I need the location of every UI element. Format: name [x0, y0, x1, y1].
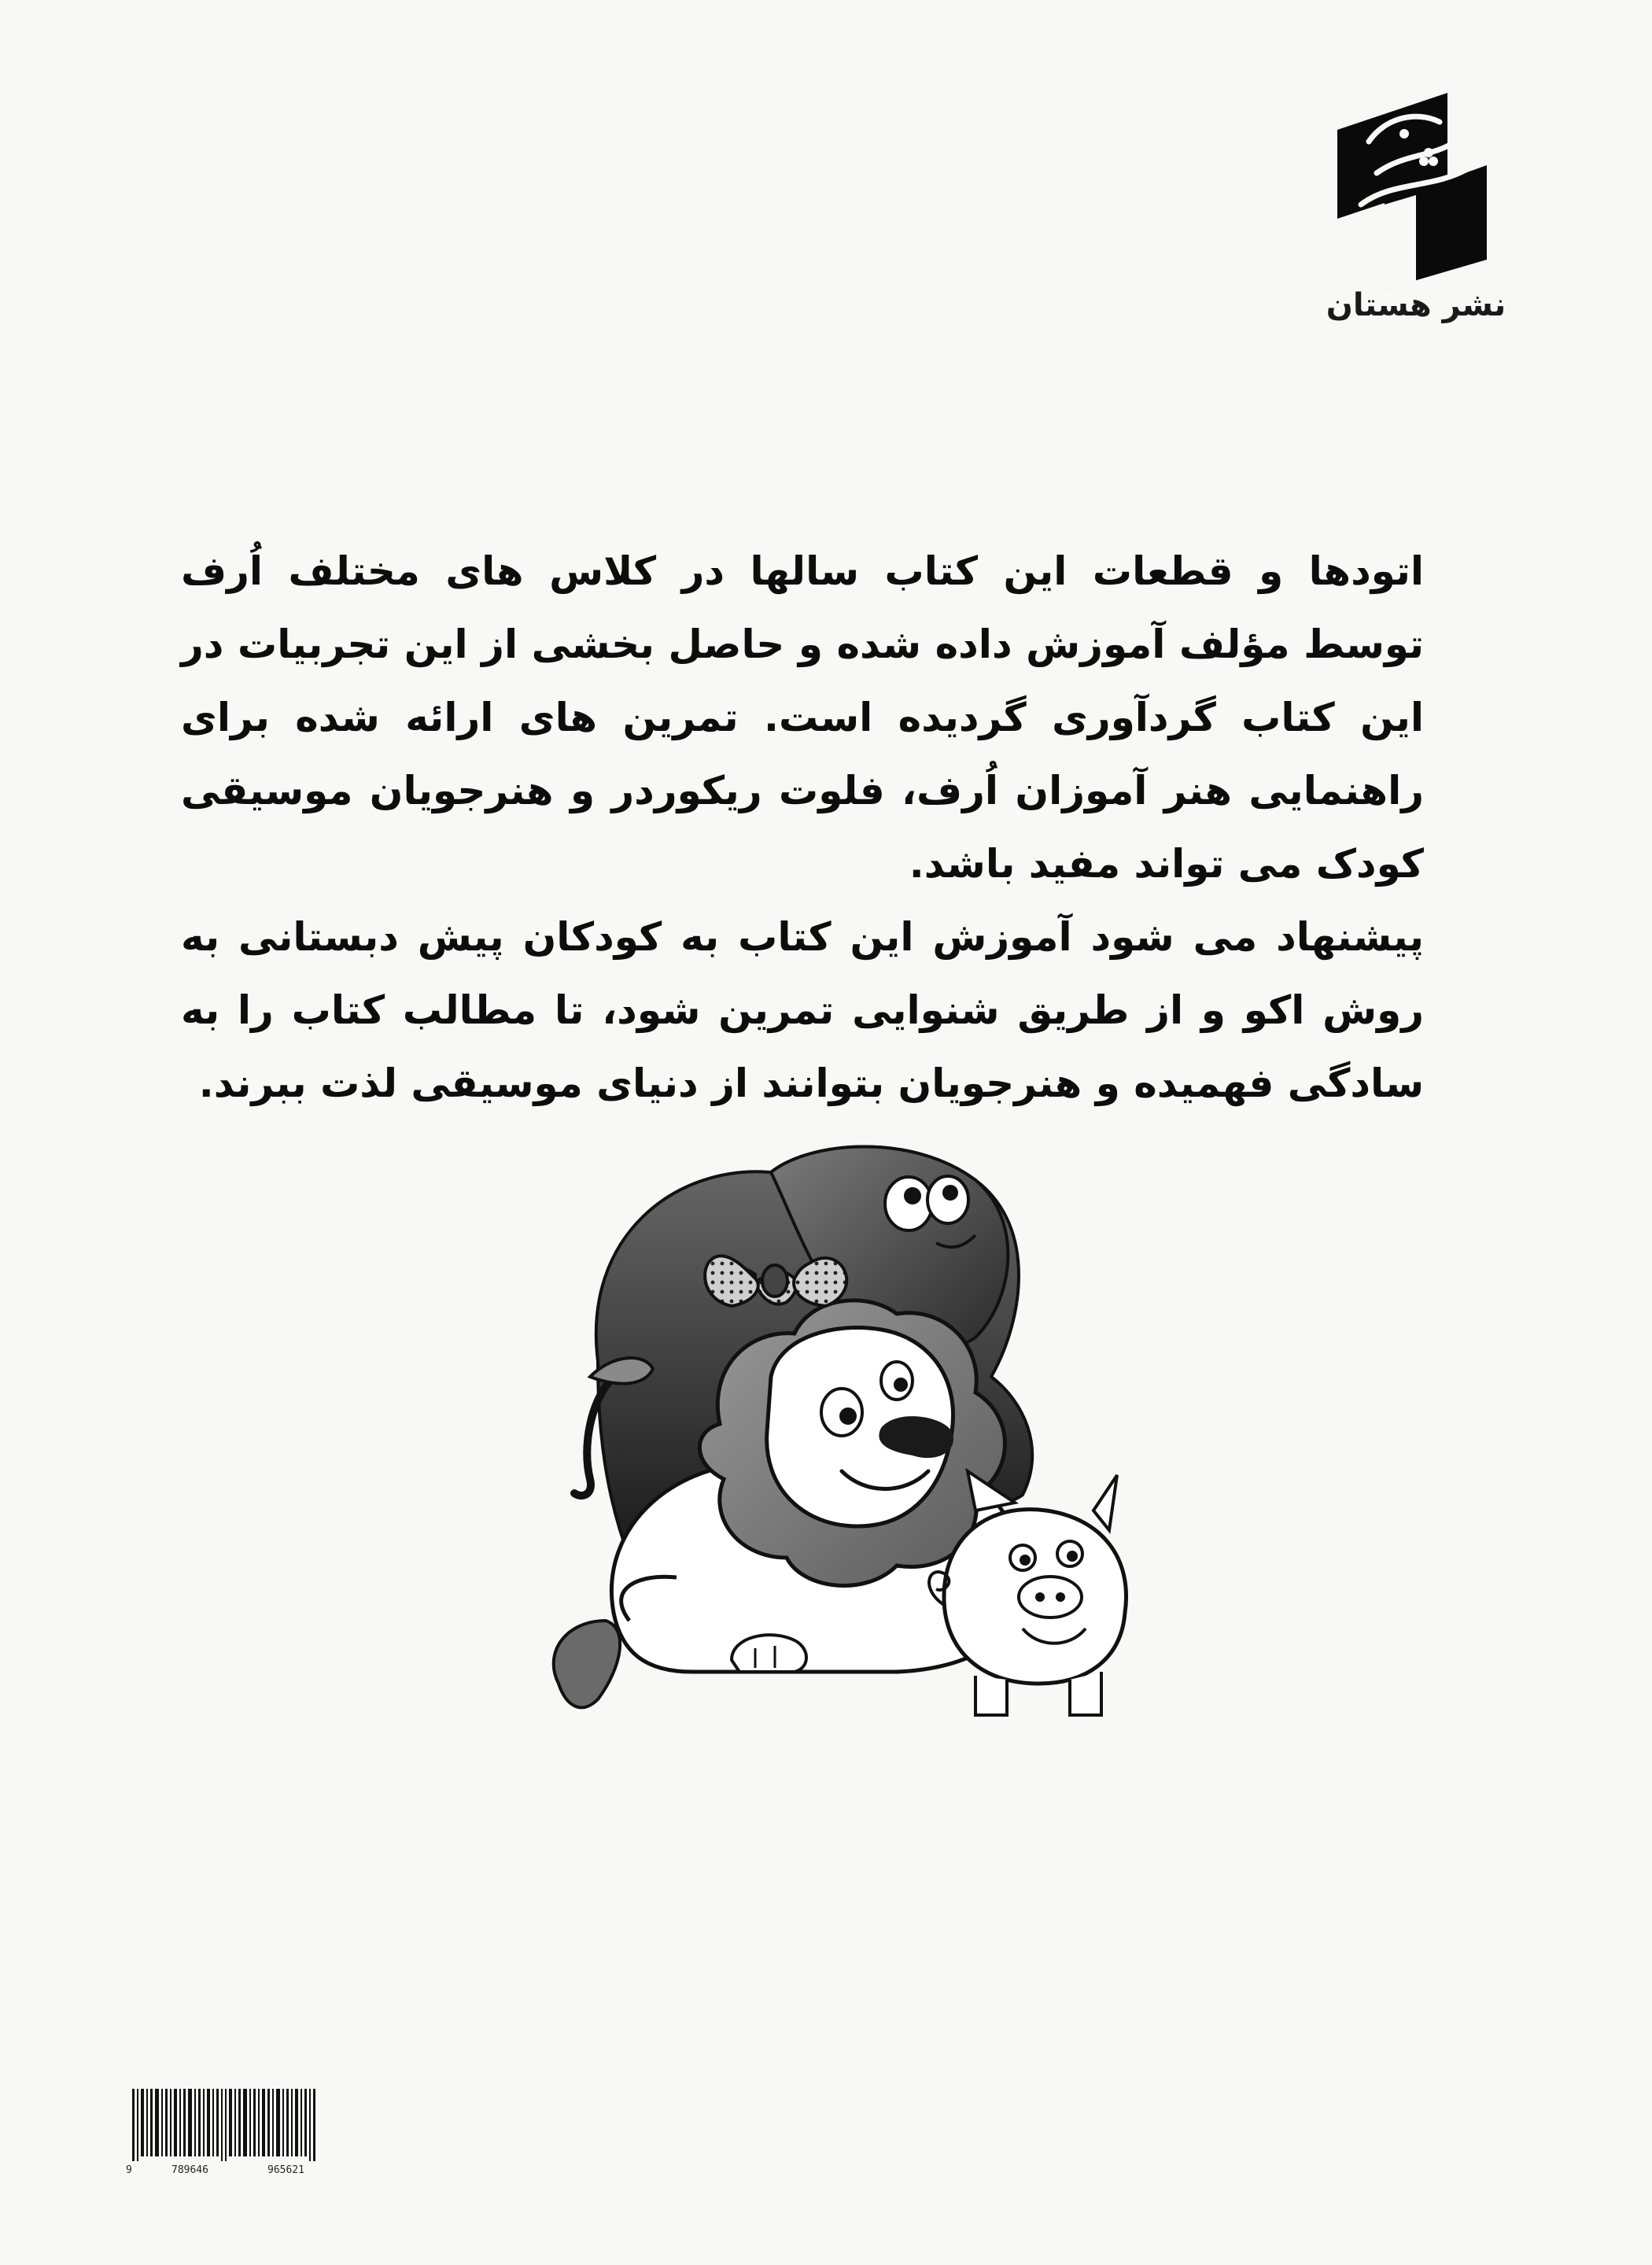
- barcode-right-digits: 965621: [267, 2164, 304, 2176]
- publisher-name: نشر هستان: [1326, 287, 1506, 323]
- animals-cartoon-illustration: [472, 1117, 1180, 1731]
- back-cover-blurb: [181, 535, 1424, 1120]
- isbn-barcode: [118, 2089, 338, 2183]
- blurb-paragraph-1: اتودها و قطعات این کتاب سالها در کلاس های مختلف اُرف توسط مؤلف آموزش داده شده و حاصل بخشی از این تجربیات در این کتاب گردآوری گردیده است. تمرین های ارائه شده برای راهنمایی هنر آموزان اُرف، فلوت ریکوردر و هنرجویان موسیقی کودک می تواند مفید باشد.: [181, 548, 1424, 887]
- blurb-paragraph-2: پیشنهاد می شود آموزش این کتاب به کودکان پیش دبستانی به روش اکو و از طریق شنوایی تمرین شود، تا مطالب کتاب را به سادگی فهمیده و هنرجویان بتوانند از دنیای موسیقی لذت ببرند.: [181, 914, 1424, 1106]
- barcode-left-digits: 789646: [171, 2164, 208, 2176]
- barcode-bars: [118, 2089, 338, 2161]
- publisher-logo: [1329, 87, 1495, 291]
- barcode-lead-digit: 9: [126, 2164, 132, 2176]
